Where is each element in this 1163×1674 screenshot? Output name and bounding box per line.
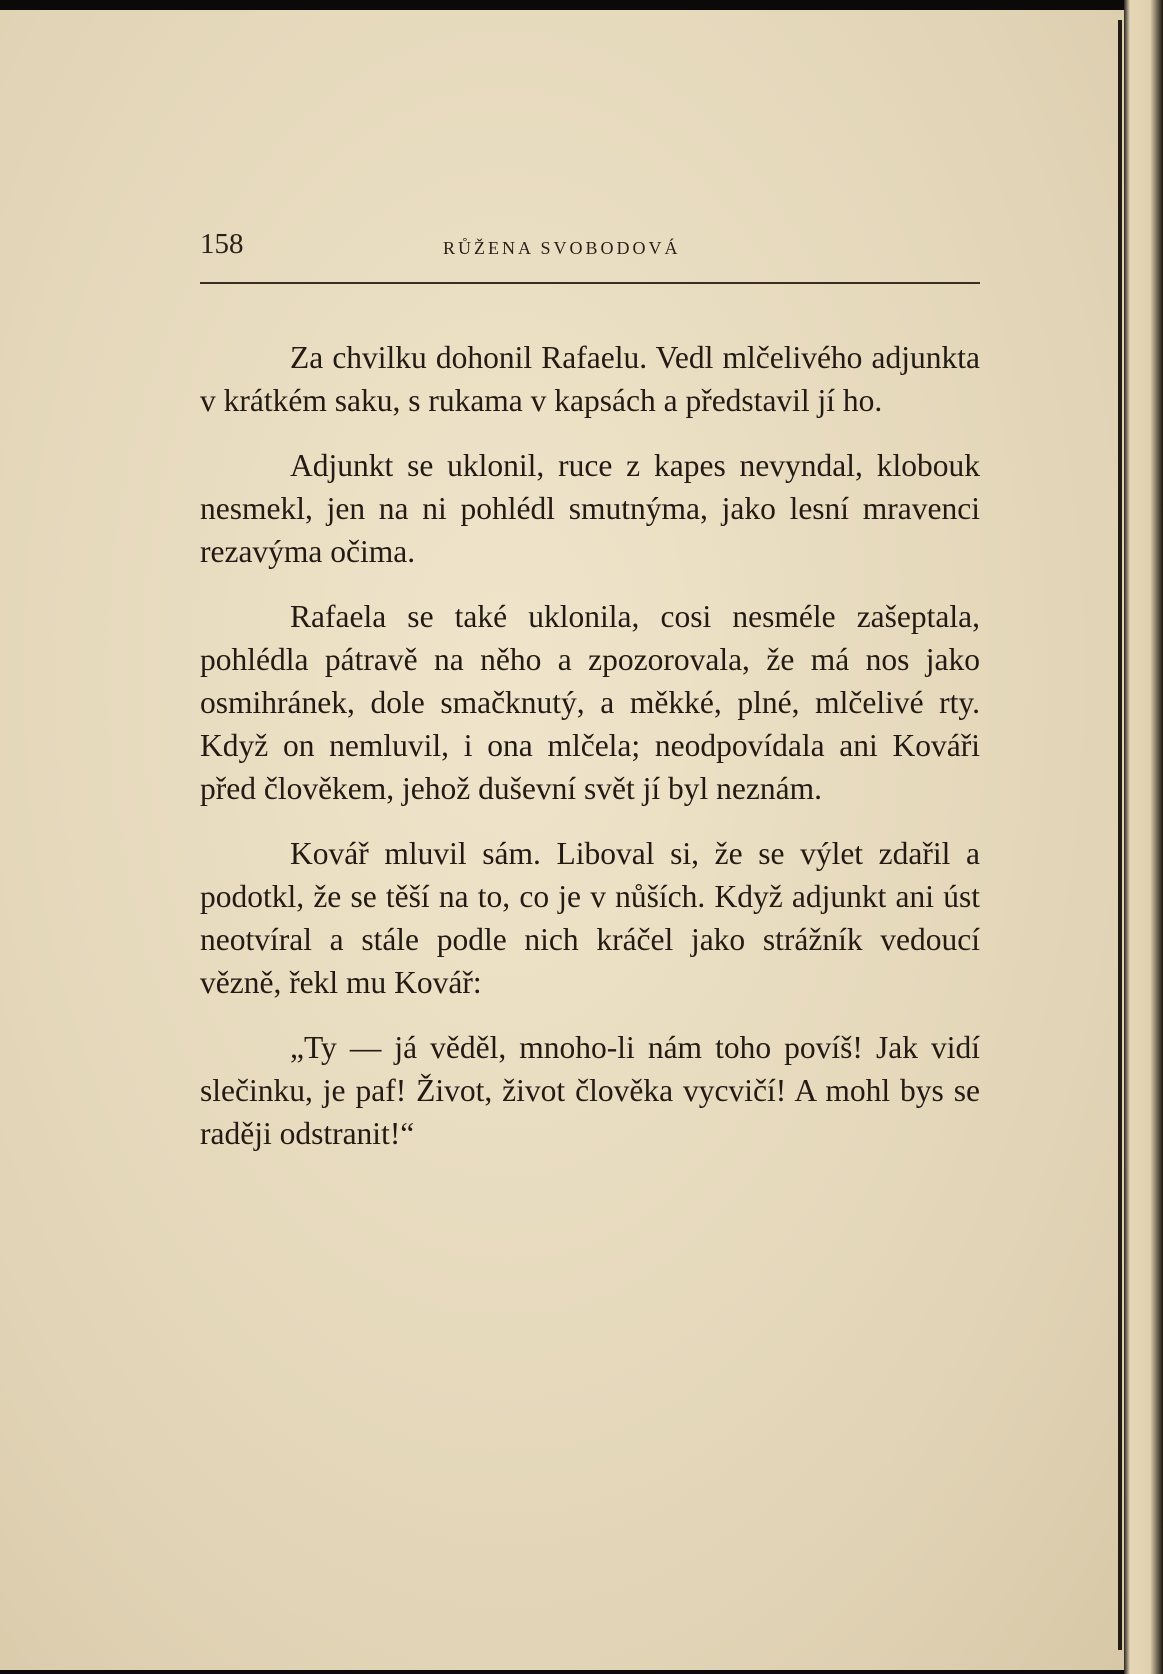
book-page: [0, 10, 1124, 1670]
paragraph: Za chvilku dohonil Rafaelu. Vedl mlčelivého adjunkta v krátkém saku, s rukama v kapsách a představil jí ho.: [200, 340, 980, 418]
page-number: 158: [200, 228, 244, 260]
page-edge-shadow: [1118, 20, 1122, 1650]
body-text: [200, 336, 980, 1177]
paragraph: Adjunkt se uklonil, ruce z kapes nevyndal, klobouk nesmekl, jen na ni pohlédl smutnýma, jako lesní mravenci rezavýma očima.: [200, 448, 980, 569]
paragraph: „Ty — já věděl, mnoho-li nám toho povíš! Jak vidí slečinku, je paf! Život, život člověka vycvičí! A mohl bys se raději odstranit!“: [200, 1030, 980, 1151]
running-head: [200, 228, 980, 268]
running-title: RŮŽENA SVOBODOVÁ: [443, 238, 681, 258]
book-gutter: [1124, 0, 1163, 1674]
header-rule: [200, 282, 980, 284]
paragraph: Rafaela se také uklonila, cosi nesméle zašeptala, pohlédla pátravě na něho a zpozorovala, že má nos jako osmihránek, dole smačknutý, a měkké, plné, mlčelivé rty. Když on nemluvil, i ona mlčela; neodpovídala ani Kováři před člověkem, jehož duševní svět jí byl neznám.: [200, 599, 980, 806]
paragraph: Kovář mluvil sám. Liboval si, že se výlet zdařil a podotkl, že se těší na to, co je v nůších. Když adjunkt ani úst neotvíral a stále podle nich kráčel jako strážník vedoucí vězně, řekl mu Kovář:: [200, 836, 980, 1000]
